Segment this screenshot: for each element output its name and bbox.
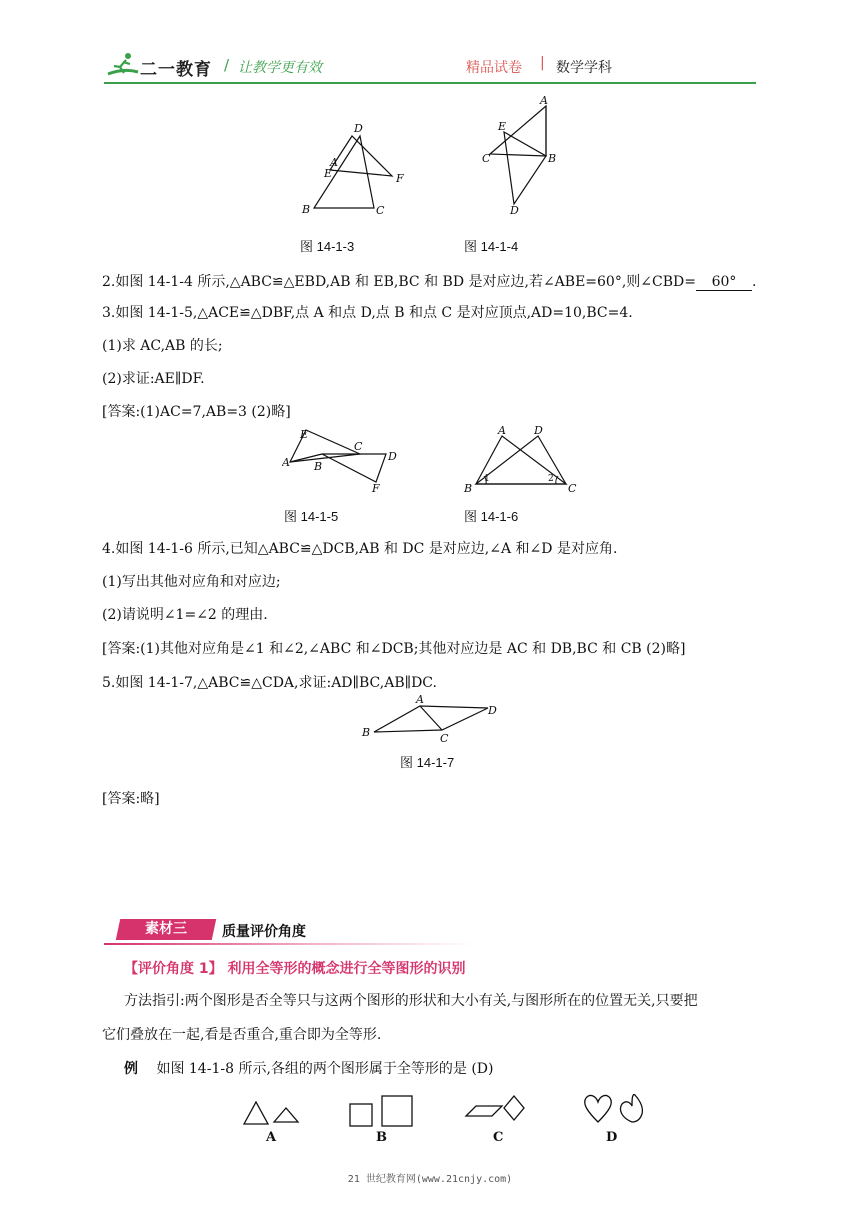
figure-14-1-6 [462, 424, 582, 496]
svg-text:A: A [416, 694, 424, 706]
header-separator: | [540, 55, 545, 71]
option-a-label: A [266, 1130, 277, 1145]
question-3-part-2: (2)求证:AE∥DF. [102, 371, 205, 387]
example-label: 例 [124, 1061, 138, 1077]
svg-text:C: C [354, 440, 363, 453]
section-tab: 素材三 [116, 919, 216, 940]
svg-text:D: D [488, 704, 497, 717]
example-text: 如图 14-1-8 所示,各组的两个图形属于全等形的是 (D) [156, 1061, 494, 1077]
svg-text:2: 2 [548, 474, 554, 484]
question-2-text: 2.如图 14-1-4 所示,△ABC≌△EBD,AB 和 EB,BC 和 BD 是对应边,若∠ABE=60°,则∠CBD= [102, 274, 696, 290]
section-underline [104, 943, 474, 945]
svg-text:C: C [568, 482, 577, 495]
option-d-label: D [606, 1130, 618, 1145]
option-b-label: B [376, 1130, 387, 1145]
evaluation-heading: 【评价角度 1】 利用全等形的概念进行全等图形的识别 [124, 961, 466, 977]
question-3-answer: [答案:(1)AC=7,AB=3 (2)略] [102, 404, 291, 420]
svg-text:A: A [540, 94, 548, 107]
svg-text:D: D [354, 122, 363, 135]
option-c-label: C [493, 1130, 504, 1145]
question-2 [102, 271, 756, 291]
svg-text:B: B [548, 152, 557, 165]
svg-text:A: A [282, 456, 290, 469]
svg-text:E: E [300, 428, 309, 441]
figure-14-1-3 [296, 118, 416, 222]
question-3-part-1: (1)求 AC,AB 的长; [102, 338, 223, 354]
method-guide-line-1: 方法指引:两个图形是否全等只与这两个图形的形状和大小有关,与图形所在的位置无关,只要把 [124, 993, 698, 1009]
svg-text:E: E [498, 120, 507, 133]
question-2-answer: 60° [696, 274, 752, 291]
svg-text:E: E [324, 167, 333, 180]
header-slogan: 让教学更有效 [238, 60, 322, 76]
svg-text:F: F [372, 482, 380, 494]
svg-text:C: C [376, 204, 385, 217]
svg-text:B: B [302, 203, 311, 216]
caption-fig-14-1-7: 图 14-1-7 [400, 755, 455, 770]
example [124, 1058, 494, 1078]
logo-text: 二一教育 [140, 60, 212, 80]
footer-source: 21 世纪教育网(www.21cnjy.com) [347, 1174, 513, 1185]
question-2-end: . [751, 274, 757, 290]
caption-fig-14-1-3: 图 14-1-3 [300, 239, 355, 254]
caption-fig-14-1-4: 图 14-1-4 [464, 239, 519, 254]
method-guide-line-2: 它们叠放在一起,看是否重合,重合即为全等形. [102, 1027, 382, 1043]
question-4-part-2: (2)请说明∠1=∠2 的理由. [102, 607, 268, 623]
section-title: 质量评价角度 [222, 924, 306, 940]
question-4-part-1: (1)写出其他对应角和对应边; [102, 574, 281, 590]
question-3-text: 3.如图 14-1-5,△ACE≌△DBF,点 A 和点 D,点 B 和点 C 是对应顶点,AD=10,BC=4. [102, 305, 633, 321]
option-figures [240, 1094, 660, 1128]
header-tag: 精品试卷 [466, 60, 522, 76]
svg-text:1: 1 [484, 474, 490, 484]
svg-text:B: B [464, 482, 473, 495]
figure-14-1-5 [282, 424, 402, 494]
figure-14-1-7 [360, 694, 500, 744]
svg-text:D: D [510, 204, 519, 217]
question-5-text: 5.如图 14-1-7,△ABC≌△CDA,求证:AD∥BC,AB∥DC. [102, 675, 437, 691]
question-4-answer: [答案:(1)其他对应角是∠1 和∠2,∠ABC 和∠DCB;其他对应边是 AC 和 DB,BC 和 CB (2)略] [102, 641, 686, 657]
question-5-answer: [答案:略] [102, 791, 160, 807]
svg-text:F: F [396, 172, 404, 185]
question-4-text: 4.如图 14-1-6 所示,已知△ABC≌△DCB,AB 和 DC 是对应边,∠A 和∠D 是对应角. [102, 541, 618, 557]
svg-text:C: C [482, 152, 491, 165]
header-subject: 数学学科 [556, 60, 612, 76]
svg-text:A: A [498, 424, 506, 437]
svg-text:C: C [440, 732, 449, 744]
svg-text:D: D [388, 450, 397, 463]
figure-14-1-4 [478, 92, 570, 220]
caption-fig-14-1-6: 图 14-1-6 [464, 509, 519, 524]
svg-text:B: B [362, 726, 371, 739]
header-slash: / [224, 56, 230, 74]
caption-fig-14-1-5: 图 14-1-5 [284, 509, 339, 524]
svg-text:B: B [314, 460, 323, 473]
svg-text:A: A [330, 156, 338, 169]
svg-text:D: D [534, 424, 543, 437]
header-divider [104, 82, 756, 84]
